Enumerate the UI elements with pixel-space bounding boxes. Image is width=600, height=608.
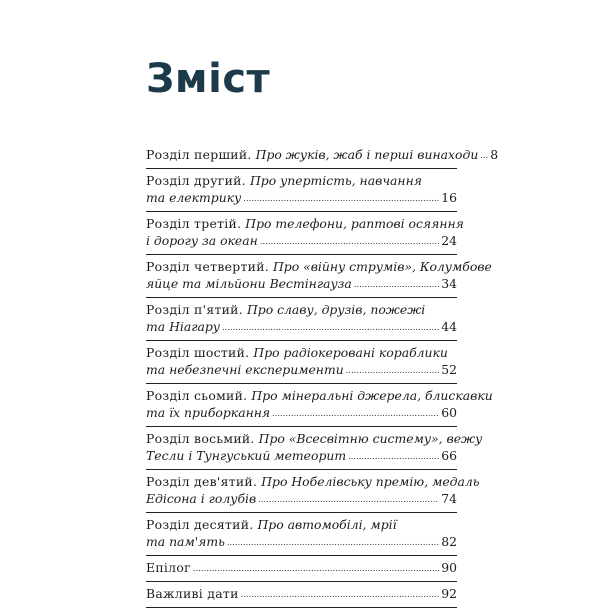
toc-entry[interactable] (146, 556, 457, 582)
page-number: 74 (441, 491, 457, 506)
chapter-label: Розділ третій. (146, 216, 242, 231)
leader-dots (354, 274, 439, 293)
chapter-label: Важливі дати (146, 586, 239, 601)
leader-dots (348, 446, 439, 465)
chapter-label: Розділ восьмий. (146, 431, 255, 446)
chapter-description: Про мінеральні джерела, блискавки (251, 388, 493, 403)
leader-dots (241, 584, 440, 603)
page-number: 60 (441, 405, 457, 420)
chapter-label: Розділ другий. (146, 173, 246, 188)
leader-dots (243, 188, 439, 207)
toc-entry[interactable] (146, 427, 483, 470)
chapter-description: і дорогу за океан (146, 233, 258, 248)
chapter-description: та Ніагару (146, 319, 220, 334)
table-of-contents (146, 143, 499, 608)
toc-entry[interactable] (146, 212, 464, 255)
chapter-label: Епілог (146, 560, 191, 575)
page-number: 52 (441, 362, 457, 377)
chapter-description: Тесли і Тунгуський метеорит (146, 448, 347, 463)
page-number: 8 (490, 147, 499, 162)
leader-dots (272, 403, 439, 422)
chapter-description: Про «війну струмів», Колумбове (273, 259, 492, 274)
toc-entry[interactable] (146, 341, 457, 384)
chapter-label: Розділ п'ятий. (146, 302, 243, 317)
toc-entry[interactable] (146, 255, 492, 298)
page-number: 24 (441, 233, 457, 248)
leader-dots (193, 558, 439, 577)
chapter-description: яйце та мільйони Вестінгауза (146, 276, 352, 291)
toc-entry[interactable] (146, 513, 457, 556)
chapter-description: Про «Всесвітню систему», вежу (258, 431, 483, 446)
chapter-description: Про жуків, жаб і перші винаходи (255, 147, 479, 162)
page-number: 66 (441, 448, 457, 463)
chapter-label: Розділ сьомий. (146, 388, 248, 403)
chapter-label: Розділ четвертий. (146, 259, 269, 274)
toc-entry[interactable] (146, 582, 457, 608)
page-number: 16 (441, 190, 457, 205)
chapter-description: Про упертість, навчання (249, 173, 422, 188)
page-number: 44 (441, 319, 457, 334)
leader-dots (222, 317, 439, 336)
chapter-description: та електрику (146, 190, 242, 205)
chapter-description: Про Нобелівську премію, медаль (261, 474, 480, 489)
leader-dots (227, 532, 439, 551)
chapter-label: Розділ десятий. (146, 517, 254, 532)
chapter-description: та небезпечні експерименти (146, 362, 344, 377)
chapter-description: Про телефони, раптові осяяння (245, 216, 464, 231)
page-number: 90 (441, 560, 457, 575)
chapter-description: Про автомобілі, мрії (257, 517, 397, 532)
leader-dots (260, 231, 439, 250)
chapter-description: та їх приборкання (146, 405, 271, 420)
toc-entry[interactable] (146, 298, 457, 341)
page-number: 92 (441, 586, 457, 601)
chapter-label: Розділ перший. (146, 147, 252, 162)
page-title: Зміст (146, 56, 271, 102)
chapter-description: Про радіокеровані кораблики (253, 345, 448, 360)
chapter-description: Едісона і голубів (146, 491, 257, 506)
chapter-description: Про славу, друзів, пожежі (246, 302, 426, 317)
toc-entry[interactable] (146, 143, 499, 169)
toc-entry[interactable] (146, 384, 493, 427)
chapter-label: Розділ шостий. (146, 345, 250, 360)
leader-dots (258, 489, 439, 508)
page-number: 34 (441, 276, 457, 291)
page-number: 82 (441, 534, 457, 549)
toc-entry[interactable] (146, 169, 457, 212)
chapter-label: Розділ дев'ятий. (146, 474, 258, 489)
chapter-description: та пам'ять (146, 534, 225, 549)
toc-entry[interactable] (146, 470, 480, 513)
leader-dots (480, 145, 488, 164)
leader-dots (346, 360, 440, 379)
